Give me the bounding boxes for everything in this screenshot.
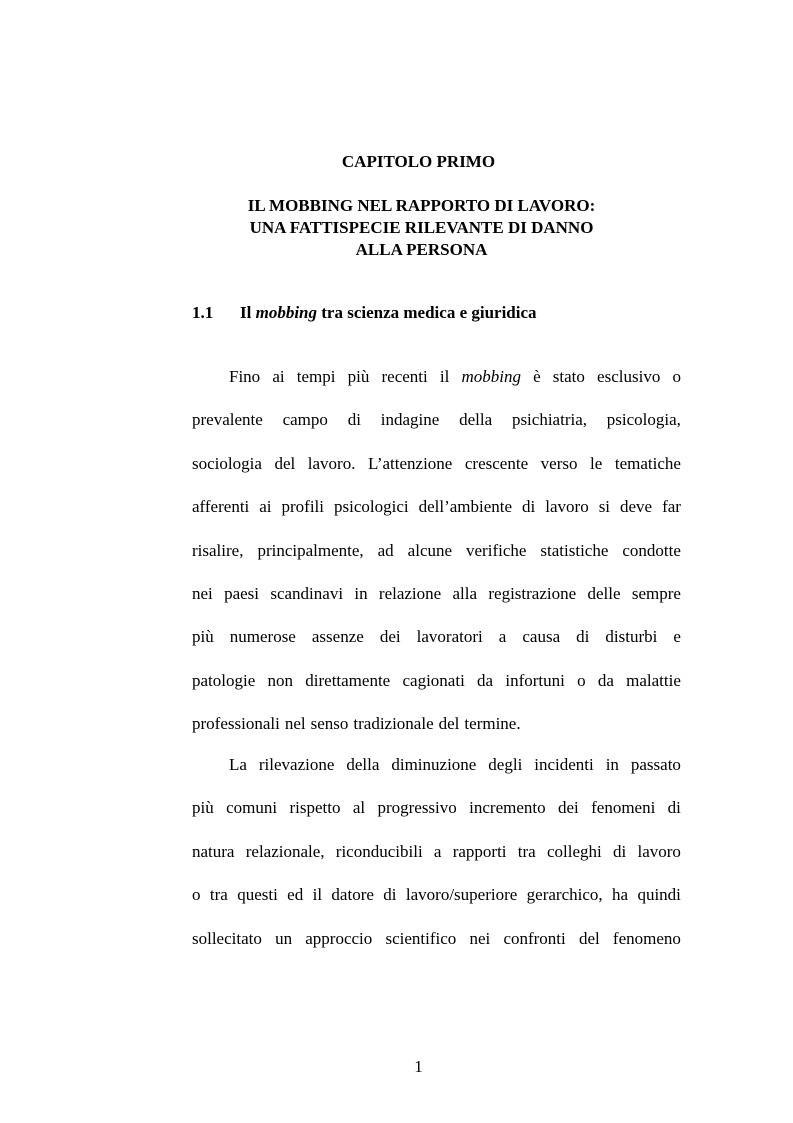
word: nei (192, 583, 213, 603)
word: comuni (226, 798, 278, 818)
word: termine. (464, 714, 521, 734)
word: L’attenzione (368, 453, 453, 473)
word: psicologia, (606, 410, 681, 430)
word: verifiche (466, 540, 527, 560)
word: al (352, 798, 366, 818)
word: lavoro. (307, 453, 356, 473)
word: assenze (311, 627, 364, 647)
word: esclusivo (597, 367, 661, 386)
word: fenomeno (612, 928, 681, 948)
text-line (192, 626, 681, 669)
section-title-after: tra scienza medica e giuridica (317, 303, 537, 322)
word: ai (272, 367, 285, 386)
word: deve (620, 497, 653, 517)
word: a (433, 841, 442, 861)
word: prevalente (192, 410, 263, 430)
word: recenti (381, 367, 428, 386)
text-line (192, 496, 681, 539)
paragraph-2 (192, 754, 681, 971)
word: far (662, 497, 681, 517)
word: il (439, 367, 450, 386)
word: di (613, 841, 627, 861)
text-line (192, 797, 681, 840)
word: fenomeni (591, 798, 656, 818)
paragraph-1 (192, 366, 681, 757)
text-line (192, 409, 681, 452)
chapter-title-line: ALLA PERSONA (355, 240, 488, 259)
word: alla (452, 583, 478, 603)
page-number: 1 (414, 1057, 423, 1076)
word: riconducibili (335, 841, 423, 861)
word: di (383, 885, 397, 905)
word: in (354, 583, 368, 603)
word: mobbing (461, 367, 521, 386)
word: più (347, 367, 370, 386)
word: indagine (380, 410, 440, 430)
word: dei (557, 798, 579, 818)
word: psicologici (334, 497, 409, 517)
word: paesi (224, 583, 260, 603)
word: un (275, 928, 293, 948)
word: approccio (305, 928, 373, 948)
word: La (229, 755, 247, 774)
word: lavoro (545, 497, 589, 517)
text-line (192, 670, 681, 713)
word: ed (287, 885, 304, 905)
word: o (672, 367, 681, 386)
word: colleghi (546, 841, 602, 861)
word: da (597, 670, 614, 690)
word: questi (237, 885, 278, 905)
word: psichiatria, (511, 410, 587, 430)
word: infortuni (505, 670, 565, 690)
word: campo (282, 410, 328, 430)
word: senso (310, 714, 349, 734)
chapter-title-line: UNA FATTISPECIE RILEVANTE DI DANNO (249, 218, 594, 237)
word: diminuzione (391, 755, 477, 774)
text-line (192, 540, 681, 583)
word: lavoratori (416, 627, 483, 647)
word: crescente (464, 453, 529, 473)
word: sociologia (192, 453, 262, 473)
word: tra (517, 841, 536, 861)
text-line (192, 928, 681, 971)
word: in (605, 755, 619, 774)
word: profili (281, 497, 325, 517)
word: non (267, 670, 294, 690)
word: della (346, 755, 380, 774)
word: rilevazione (258, 755, 335, 774)
word: nei (469, 928, 491, 948)
word: tradizionale (353, 714, 434, 734)
word: quindi (637, 885, 681, 905)
word: causa (522, 627, 561, 647)
word: sollecitato (192, 928, 262, 948)
word: relazionale, (245, 841, 325, 861)
word: dell’ambiente (418, 497, 513, 517)
word: e (673, 627, 681, 647)
text-line (192, 366, 681, 409)
word: di (347, 410, 361, 430)
text-line (192, 583, 681, 626)
word: passato (630, 755, 681, 774)
word: ad (377, 540, 394, 560)
word: rispetto (289, 798, 341, 818)
word: alcune (407, 540, 453, 560)
word: registrazione (488, 583, 577, 603)
word: più (192, 627, 214, 647)
word: sempre (631, 583, 681, 603)
word: della (459, 410, 493, 430)
word: professionali (192, 714, 280, 734)
word: numerose (229, 627, 296, 647)
word: rapporti (452, 841, 507, 861)
word: del (274, 453, 296, 473)
word: statistiche (540, 540, 609, 560)
word: tra (209, 885, 228, 905)
word: del (438, 714, 460, 734)
word: natura (192, 841, 235, 861)
word: relazione (378, 583, 442, 603)
word: o (192, 885, 201, 905)
word: di (667, 798, 681, 818)
word: patologie (192, 670, 256, 690)
word: disturbi (605, 627, 658, 647)
word: risalire, (192, 540, 244, 560)
word: lavoro/superiore (405, 885, 518, 905)
word: le (590, 453, 603, 473)
word: nel (284, 714, 306, 734)
word: da (477, 670, 494, 690)
word: dei (379, 627, 401, 647)
word: tempi (296, 367, 336, 386)
word: Fino (229, 367, 261, 386)
word: tematiche (614, 453, 681, 473)
word: cagionati (402, 670, 465, 690)
word: afferenti (192, 497, 250, 517)
word: più (192, 798, 214, 818)
word: o (577, 670, 586, 690)
word: a (498, 627, 507, 647)
word: si (598, 497, 611, 517)
text-line (192, 713, 681, 756)
word: principalmente, (257, 540, 364, 560)
word: scandinavi (270, 583, 344, 603)
word: incidenti (534, 755, 594, 774)
chapter-title-line: IL MOBBING NEL RAPPORTO DI LAVORO: (247, 196, 596, 215)
word: malattie (626, 670, 681, 690)
chapter-label: CAPITOLO PRIMO (341, 152, 496, 171)
section-heading (192, 302, 537, 324)
text-line (192, 754, 681, 797)
section-title-before: Il (240, 303, 256, 322)
word: ha (612, 885, 629, 905)
word: confronti (503, 928, 566, 948)
word: stato (552, 367, 585, 386)
word: incremento (469, 798, 546, 818)
word: è (533, 367, 541, 386)
word: progressivo (377, 798, 457, 818)
section-title-italic: mobbing (255, 303, 317, 322)
word: di (522, 497, 536, 517)
section-number: 1.1 (192, 303, 214, 322)
word: lavoro (637, 841, 681, 861)
word: direttamente (305, 670, 391, 690)
word: il (312, 885, 323, 905)
word: delle (587, 583, 621, 603)
word: degli (488, 755, 523, 774)
word: ai (259, 497, 272, 517)
word: del (578, 928, 600, 948)
chapter-title (0, 195, 793, 261)
word: condotte (622, 540, 681, 560)
word: scientifico (385, 928, 457, 948)
text-line (192, 841, 681, 884)
text-line (192, 453, 681, 496)
text-line (192, 884, 681, 927)
word: datore (331, 885, 374, 905)
word: verso (540, 453, 578, 473)
word: gerarchico, (526, 885, 603, 905)
word: di (576, 627, 590, 647)
